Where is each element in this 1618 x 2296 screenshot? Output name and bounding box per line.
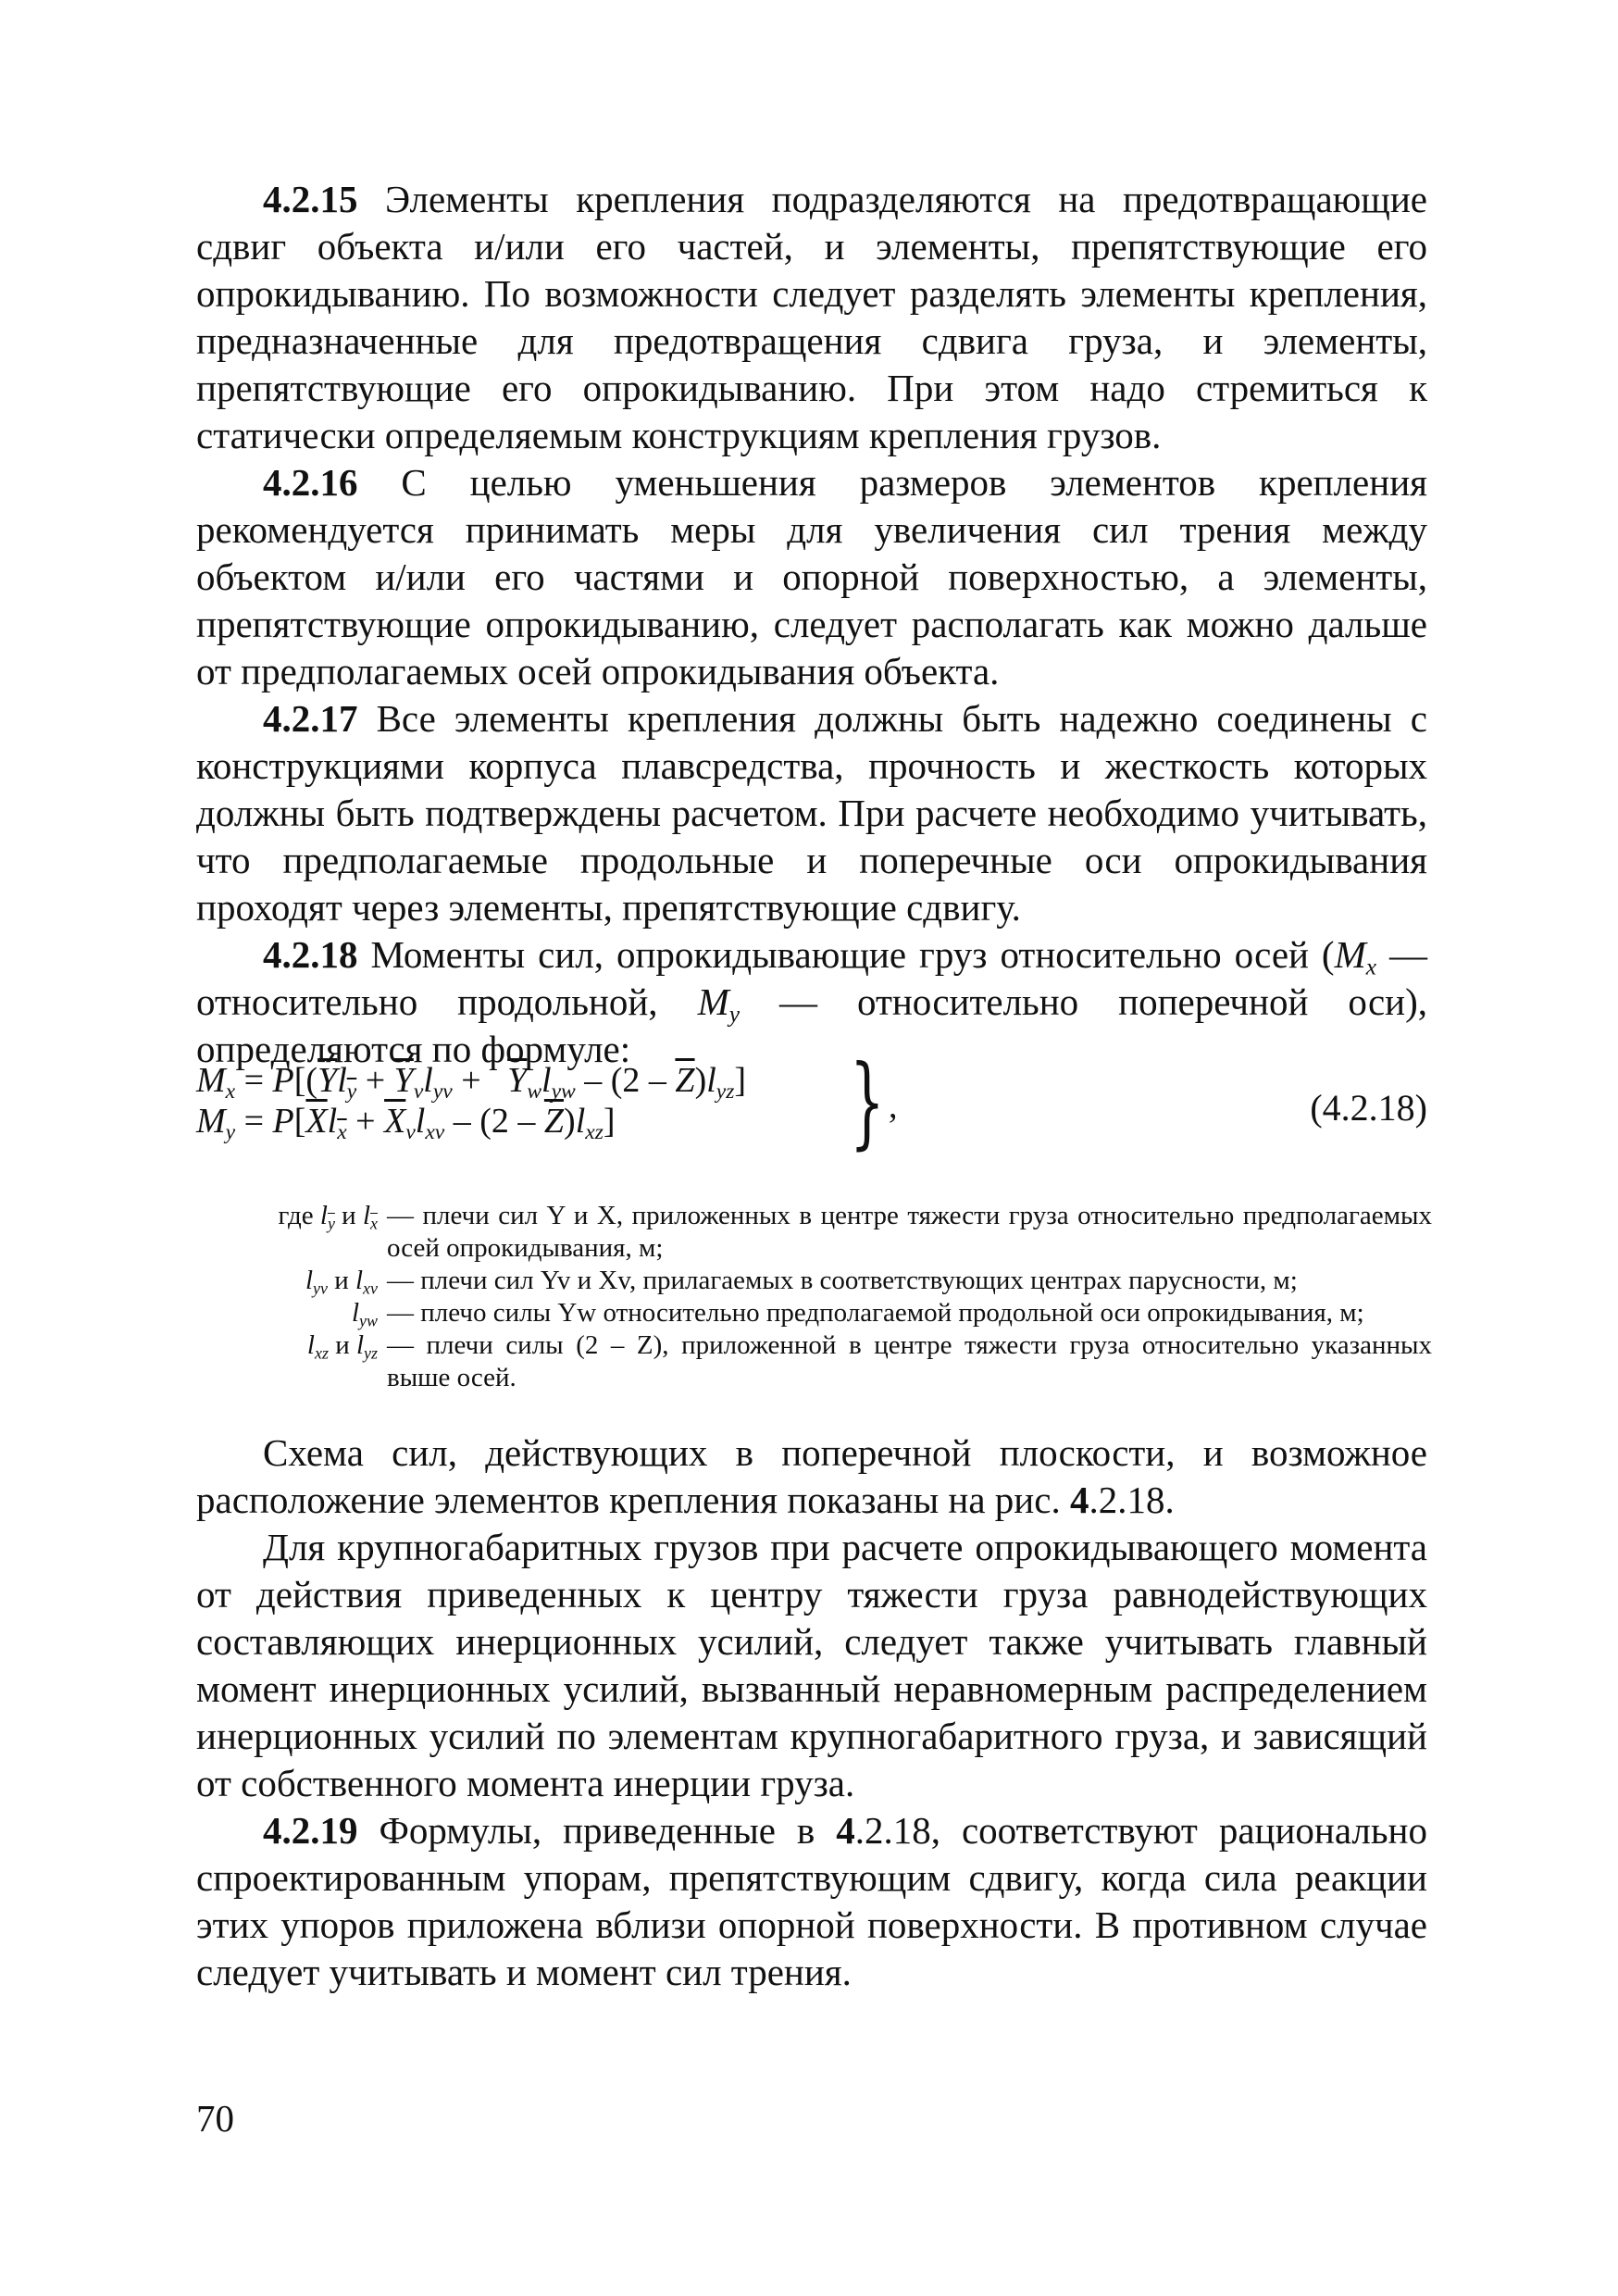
moment-symbol: M	[697, 980, 729, 1023]
right-brace: }	[850, 1044, 885, 1160]
note-text: — плечи силы (2 – Z), приложенной в центре тяжести груза относительно указанных выше осей.	[387, 1330, 1432, 1392]
paragraph-text: Схема сил, действующих в поперечной плоскости, и возможное расположение элементов крепления показаны на рис.	[196, 1431, 1427, 1521]
clause-ref-bold: 4	[836, 1809, 855, 1852]
figure-ref-rest: .2.18.	[1089, 1479, 1175, 1521]
note-row	[196, 1200, 1432, 1265]
paragraph-large-cargo	[196, 1524, 1427, 1807]
figure-ref-bold: 4	[1069, 1479, 1089, 1521]
clause-number: 4.2.17	[263, 697, 358, 740]
clause-number: 4.2.15	[263, 178, 358, 220]
formula-number: (4.2.18)	[1310, 1087, 1427, 1129]
moment-symbol: M	[1334, 933, 1366, 976]
where-word: где	[278, 1201, 314, 1230]
formula-comma: ,	[889, 1087, 898, 1126]
formula-line-my: $M_y = P[\overline{X}l_{\overline{x}} + \overline{X}_vl_{xv} - (2 - \overline{Z})l_{xz}]$	[196, 1102, 616, 1145]
moment-mx	[1334, 933, 1377, 980]
moment-subscript: y	[728, 1001, 740, 1028]
note-row	[196, 1329, 1432, 1394]
note-label: $l_{yw}$	[351, 1298, 378, 1330]
clause-text: .2.18, соответствуют рационально спроектированным упорам, препятствующим сдвигу, когда сила реакции этих упоров приложена вблизи опорной поверхности. В противном случае следует учитывать и момент сил трения.	[196, 1809, 1428, 1993]
clause-text: Все элементы крепления должны быть надежно соединены с конструкциями корпуса плавсредства, прочность и жесткость которых должны быть подтверждены расчетом. При расчете необходимо учитывать, что предполагаемые продольные и поперечные оси опрокидывания проходят через элементы, препятствующие сдвигу.	[196, 697, 1427, 929]
note-text: — плечи сил Y и X, приложенных в центре тяжести груза относительно предполагаемых осей опрокидывания, м;	[387, 1201, 1432, 1263]
note-label: где $l_{\overline{y}}$ и $l_{\overline{x}}$	[278, 1201, 378, 1233]
page-number: 70	[196, 2097, 234, 2140]
clause-number: 4.2.19	[263, 1809, 358, 1852]
note-label: $l_{xz}$ и $l_{yz}$	[306, 1330, 378, 1363]
note-label: $l_{yv}$ и $l_{xv}$	[305, 1266, 378, 1298]
moment-subscript: x	[1365, 954, 1377, 980]
clause-text: — относительно продольной,	[196, 933, 1428, 1023]
body-text-top	[196, 176, 1427, 1073]
paragraph-4-2-19	[196, 1807, 1427, 1996]
clause-number: 4.2.16	[263, 461, 358, 504]
clause-text: Моменты сил, опрокидывающие груз относительно осей (	[357, 933, 1335, 976]
paragraph-4-2-18	[196, 931, 1427, 1073]
note-row	[196, 1297, 1432, 1329]
formula-4-2-18	[196, 1044, 1427, 1160]
moment-my	[697, 980, 740, 1028]
note-text: — плечи сил Yv и Xv, прилагаемых в соответствующих центрах парусности, м;	[387, 1266, 1298, 1295]
paragraph-scheme	[196, 1429, 1427, 1524]
clause-text: С целью уменьшения размеров элементов крепления рекомендуется принимать меры для увеличения сил трения между объектом и/или его частями и опорной поверхностью, а элементы, препятствующие опрокидыванию, следует располагать как можно дальше от предполагаемых осей опрокидывания объекта.	[196, 461, 1427, 693]
note-row	[196, 1265, 1432, 1297]
paragraph-4-2-17	[196, 695, 1427, 931]
paragraph-4-2-15	[196, 176, 1427, 459]
formula-line-mx: $M_x = P[(\overline{Y}l_{\overline{y}} + \overline{Y}_vl_{yv}$ + $\overline{Y}_wl_{yw} - (2 - \overline{Z})l_{yz}$]	[196, 1061, 747, 1104]
clause-text: Элементы крепления подразделяются на предотвращающие сдвиг объекта и/или его частей, и элементы, препятствующие его опрокидыванию. По возможности следует разделять элементы крепления, предназначенные для предотвращения сдвига груза, и элементы, препятствующие его опрокидыванию. При этом надо стремиться к статически определяемым конструкциям крепления грузов.	[196, 178, 1427, 456]
clause-text: Формулы, приведенные в	[357, 1809, 837, 1852]
paragraph-4-2-16	[196, 459, 1427, 695]
clause-number: 4.2.18	[263, 933, 358, 976]
note-text: — плечо силы Yw относительно предполагаемой продольной оси опрокидывания, м;	[387, 1298, 1364, 1328]
paragraph-text: Для крупногабаритных грузов при расчете опрокидывающего момента от действия приведенных к центру тяжести груза равнодействующих составляющих инерционных усилий, следует также учитывать главный момент инерционных усилий, вызванный неравномерным распределением инерционных усилий по элементам крупногабаритного груза, и зависящий от собственного момента инерции груза.	[196, 1526, 1427, 1804]
clause-text: — относительно поперечной оси), определяются по формуле:	[196, 980, 1427, 1070]
formula-notes	[196, 1200, 1432, 1394]
body-text-bottom	[196, 1429, 1427, 1996]
